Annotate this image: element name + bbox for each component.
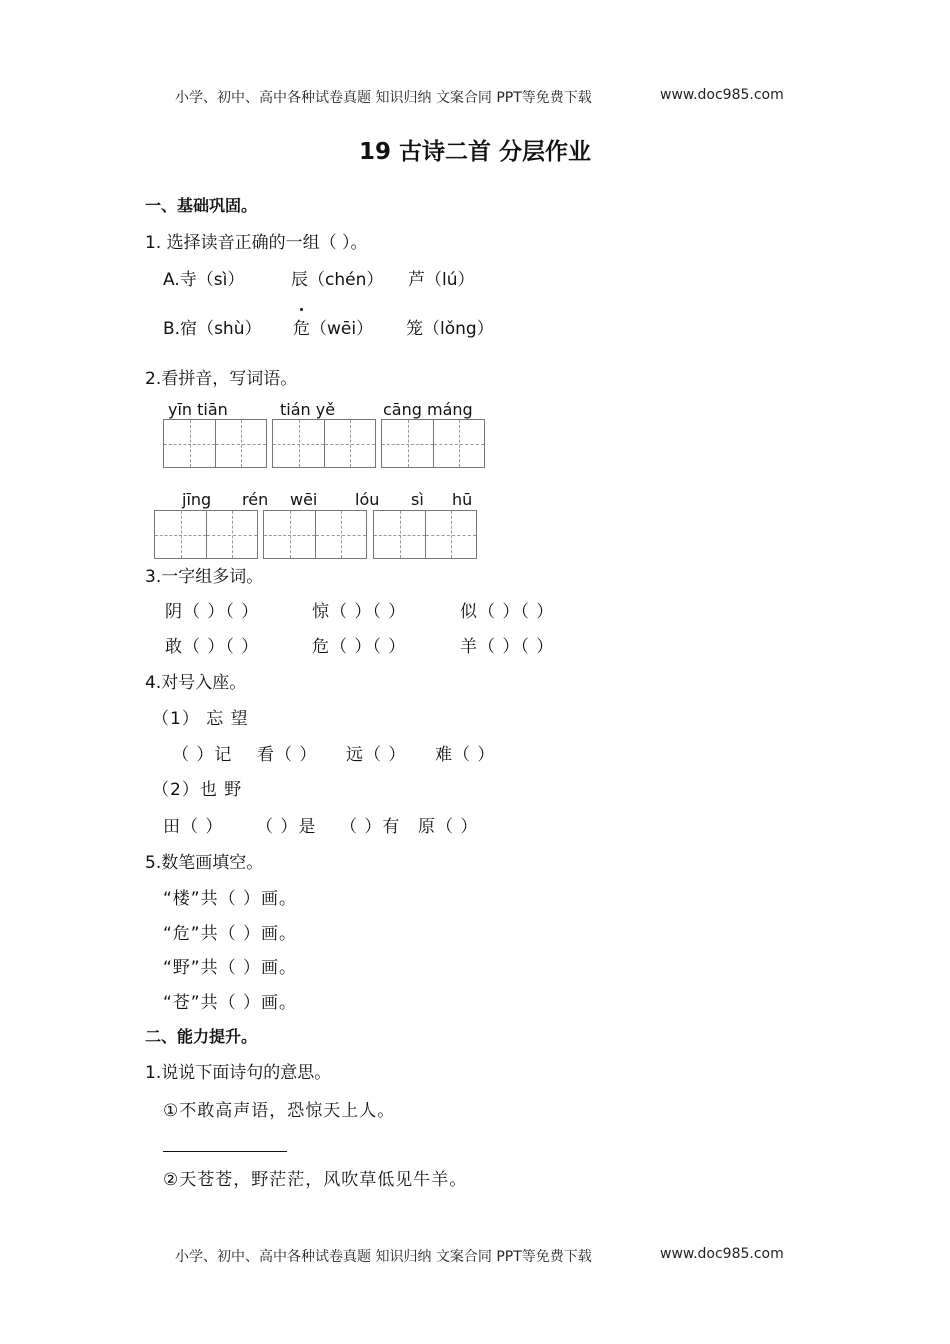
q3-item: 敢（ ）（ ）: [165, 637, 260, 657]
pinyin-label: yīn tiān: [168, 400, 228, 419]
q4-blank: （ ）记: [172, 745, 233, 765]
q3-item: 羊（ ）（ ）: [460, 637, 555, 657]
pinyin-label: tián yě: [280, 400, 336, 419]
q4-blank: 远（ ）: [346, 745, 407, 765]
page-title: 19 古诗二首 分层作业: [358, 139, 592, 165]
q4-blank: 看（ ）: [257, 745, 318, 765]
answer-line[interactable]: [163, 1151, 287, 1152]
q1-option-a-3: 芦（lú）: [408, 270, 475, 290]
emphasis-dot: [300, 308, 303, 311]
writing-grid[interactable]: [272, 419, 376, 468]
q3-item: 危（ ）（ ）: [312, 637, 407, 657]
pinyin-label: hū: [452, 490, 473, 509]
q1-option-b-3: 笼（lǒng）: [406, 319, 494, 339]
q3-item: 惊（ ）（ ）: [312, 602, 407, 622]
writing-grid[interactable]: [163, 419, 267, 468]
q5-prompt: 5.数笔画填空。: [145, 853, 264, 873]
p2-q1-prompt: 1.说说下面诗句的意思。: [145, 1063, 332, 1083]
q4-blank: （ ）有: [340, 817, 401, 837]
section-heading-basic: 一、基础巩固。: [145, 196, 258, 215]
writing-grid[interactable]: [381, 419, 485, 468]
q4-sub2: （2）也 野: [152, 780, 243, 800]
writing-grid[interactable]: [373, 510, 477, 559]
q2-prompt: 2.看拼音，写词语。: [145, 369, 298, 389]
q4-blank: 原（ ）: [418, 817, 479, 837]
writing-grid[interactable]: [263, 510, 367, 559]
writing-grid[interactable]: [154, 510, 258, 559]
footer-url[interactable]: www.doc985.com: [660, 1246, 784, 1262]
q1-option-a-1: A.寺（sì）: [163, 270, 245, 290]
pinyin-label: rén: [242, 490, 269, 509]
poem-line-2: ②天苍苍，野茫茫，风吹草低见牛羊。: [163, 1170, 468, 1190]
pinyin-label: lóu: [355, 490, 380, 509]
q5-line: “野”共（ ）画。: [163, 958, 298, 978]
q1-option-b-1: B.宿（shù）: [163, 319, 262, 339]
poem-line-1: ①不敢高声语，恐惊天上人。: [163, 1101, 396, 1121]
header-url[interactable]: www.doc985.com: [660, 87, 784, 103]
pinyin-label: jīng: [182, 490, 212, 509]
q3-item: 似（ ）（ ）: [460, 602, 555, 622]
header-text: 小学、初中、高中各种试卷真题 知识归纳 文案合同 PPT等免费下载: [175, 90, 592, 106]
footer-text: 小学、初中、高中各种试卷真题 知识归纳 文案合同 PPT等免费下载: [175, 1249, 592, 1265]
q3-prompt: 3.一字组多词。: [145, 567, 264, 587]
pinyin-label: sì: [411, 490, 424, 509]
q5-line: “苍”共（ ）画。: [163, 993, 298, 1013]
q1-option-b-2: 危（wēi）: [293, 319, 374, 339]
q4-sub1: （1） 忘 望: [152, 709, 249, 729]
q4-blank: （ ）是: [256, 817, 317, 837]
q4-blank: 难（ ）: [435, 745, 496, 765]
pinyin-label: cāng máng: [383, 400, 473, 419]
q3-item: 阴（ ）（ ）: [165, 602, 260, 622]
section-heading-ability: 二、能力提升。: [145, 1027, 258, 1046]
q1-option-a-2: 辰（chén）: [291, 270, 384, 290]
q1-prompt: 1. 选择读音正确的一组（ ）。: [145, 233, 368, 253]
q4-blank: 田（ ）: [163, 817, 224, 837]
pinyin-label: wēi: [290, 490, 318, 509]
q4-prompt: 4.对号入座。: [145, 673, 247, 693]
q5-line: “危”共（ ）画。: [163, 924, 298, 944]
q5-line: “楼”共（ ）画。: [163, 889, 298, 909]
